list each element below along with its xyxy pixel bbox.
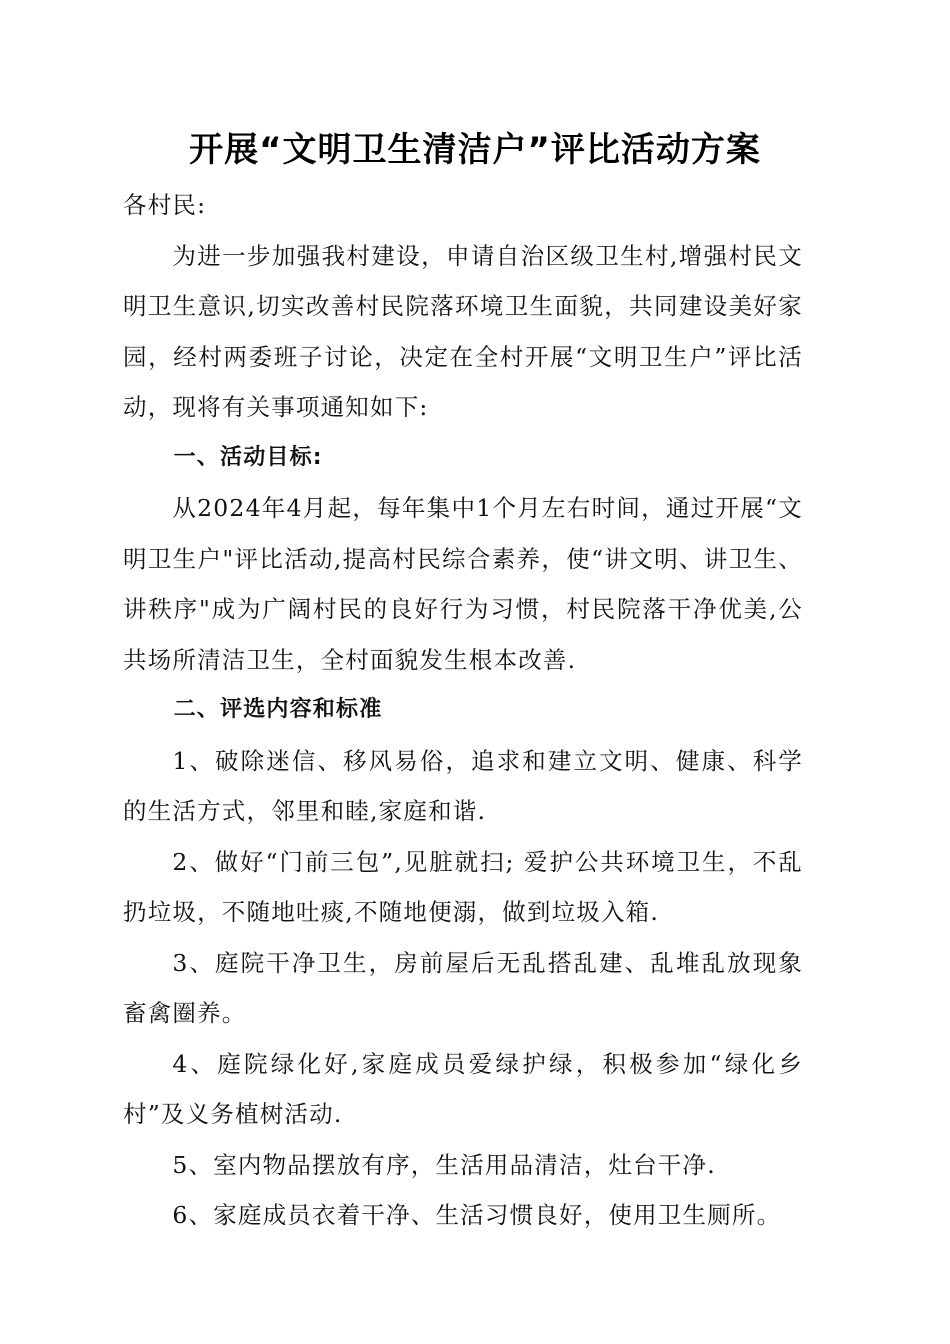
- criteria-item-1: 1、破除迷信、移风易俗，追求和建立文明、健康、科学的生活方式，邻里和睦,家庭和谐.: [123, 746, 803, 825]
- section-heading-criteria: 二、评选内容和标准: [173, 697, 383, 722]
- criteria-item-6: 6、家庭成员衣着干净、生活习惯良好，使用卫生厕所。: [172, 1201, 782, 1229]
- document-body: [123, 180, 803, 1241]
- criteria-item-5: 5、室内物品摆放有序，生活用品清洁，灶台干净.: [172, 1150, 716, 1179]
- section-heading-goals: 一、活动目标:: [173, 444, 323, 470]
- goals-paragraph: 从2024年4月起，每年集中1个月左右时间，通过开展“文明卫生户"评比活动,提高村民综合素养，使“讲文明、讲卫生、讲秩序"成为广阔村民的良好行为习惯，村民院落干净优美,公共场所清洁卫生，全村面貌发生根本改善.: [123, 494, 803, 674]
- document-title: 开展“文明卫生清洁户”评比活动方案: [189, 130, 761, 170]
- criteria-item-4: 4、庭院绿化好,家庭成员爱绿护绿，积极参加“绿化乡村”及义务植树活动.: [123, 1049, 803, 1128]
- intro-paragraph: 为进一步加强我村建设，申请自治区级卫生村,增强村民文明卫生意识,切实改善村民院落环境卫生面貌，共同建设美好家园，经村两委班子讨论，决定在全村开展“文明卫生户”评比活动，现将有关事项通知如下:: [123, 241, 803, 421]
- salutation: 各村民:: [123, 191, 207, 219]
- criteria-item-3: 3、庭院干净卫生，房前屋后无乱搭乱建、乱堆乱放现象畜禽圈养。: [123, 948, 803, 1027]
- criteria-item-2: 2、做好“门前三包”,见脏就扫; 爱护公共环境卫生，不乱扔垃圾，不随地吐痰,不随地便溺，做到垃圾入箱.: [123, 847, 803, 926]
